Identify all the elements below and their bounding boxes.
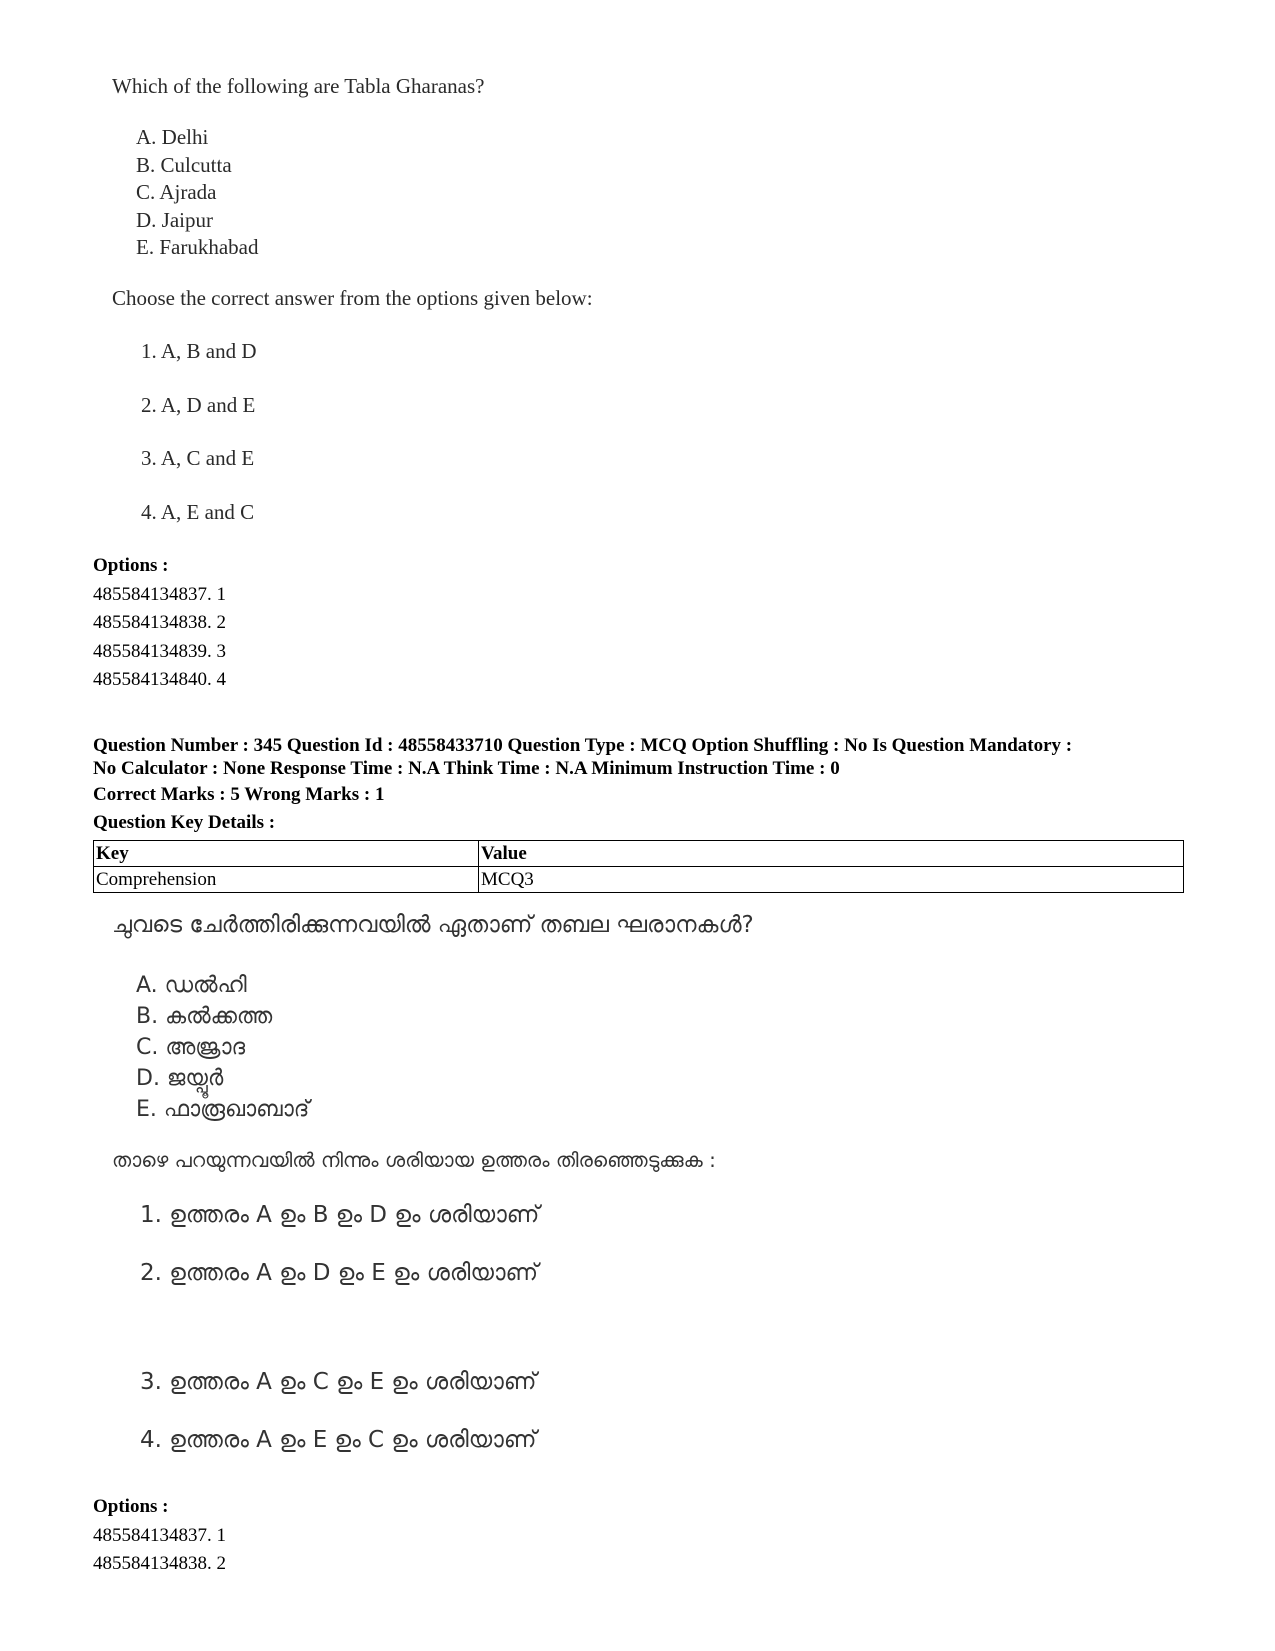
question-marks: Correct Marks : 5 Wrong Marks : 1 <box>93 784 385 805</box>
statement-item: E. ഫാരൂഖാബാദ് <box>136 1097 310 1122</box>
key-details-label: Question Key Details : <box>93 812 276 833</box>
statement-item: D. ജയ്പൂർ <box>136 1066 224 1091</box>
key-details-table <box>93 840 1184 893</box>
table-cell: MCQ3 <box>479 867 1184 893</box>
question-meta-line: No Calculator : None Response Time : N.A Think Time : N.A Minimum Instruction Time : 0 <box>93 758 840 779</box>
option-id-line: 485584134837. 1 <box>93 583 226 605</box>
option-id-line: 485584134838. 2 <box>93 1553 226 1574</box>
table-header-row <box>94 841 1184 867</box>
question-meta <box>93 734 1193 780</box>
statement-item: C. അജ്രാദ <box>136 1035 246 1060</box>
option-id-line: 485584134837. 1 <box>93 1524 226 1546</box>
options-header: Options : <box>93 1496 169 1517</box>
option-id-line: 485584134839. 3 <box>93 640 226 662</box>
answer-choice: 2. ഉത്തരം A ഉം D ഉം E ഉം ശരിയാണ് <box>140 1260 539 1286</box>
statement-list <box>136 124 258 262</box>
answer-choice: 2. A, D and E <box>141 392 256 417</box>
table-row <box>94 867 1184 893</box>
question-instruction: Choose the correct answer from the options given below: <box>112 286 593 310</box>
statement-item: E. Farukhabad <box>136 235 259 259</box>
options-block <box>93 1493 226 1579</box>
answer-choice: 1. A, B and D <box>141 339 257 363</box>
answer-choice: 3. ഉത്തരം A ഉം C ഉം E ഉം ശരിയാണ് <box>140 1369 537 1395</box>
option-id-line: 485584134840. 4 <box>93 669 226 690</box>
table-cell: Comprehension <box>94 867 479 893</box>
table-header-cell: Key <box>94 841 479 867</box>
question-instruction: താഴെ പറയുന്നവയിൽ നിന്നും ശരിയായ ഉത്തരം തിരഞ്ഞെടുക്കുക : <box>112 1148 716 1172</box>
statement-item: D. Jaipur <box>136 207 213 232</box>
statement-item: B. കൽക്കത്ത <box>136 1004 273 1029</box>
question-stem: ചുവടെ ചേർത്തിരിക്കുന്നവയിൽ ഏതാണ് തബല ഘരാനകൾ? <box>112 912 754 938</box>
statement-item: A. Delhi <box>136 125 209 149</box>
answer-choice: 1. ഉത്തരം A ഉം B ഉം D ഉം ശരിയാണ് <box>140 1202 540 1228</box>
options-block <box>93 552 226 695</box>
answer-choice-list <box>141 338 257 552</box>
statement-item: C. Ajrada <box>136 180 217 204</box>
option-id-line: 485584134838. 2 <box>93 612 226 633</box>
options-header: Options : <box>93 555 169 576</box>
answer-choice: 4. A, E and C <box>141 499 255 524</box>
table-header-cell: Value <box>479 841 1184 867</box>
answer-choice: 3. A, C and E <box>141 446 255 470</box>
statement-list <box>136 970 309 1125</box>
statement-item: A. ഡൽഹി <box>136 973 247 998</box>
question-stem: Which of the following are Tabla Gharanas? <box>112 74 485 98</box>
statement-item: B. Culcutta <box>136 152 232 177</box>
answer-choice: 4. ഉത്തരം A ഉം E ഉം C ഉം ശരിയാണ് <box>140 1427 537 1453</box>
question-meta-line: Question Number : 345 Question Id : 48558433710 Question Type : MCQ Option Shuffling : No Is Question Mandatory : <box>93 735 1073 756</box>
